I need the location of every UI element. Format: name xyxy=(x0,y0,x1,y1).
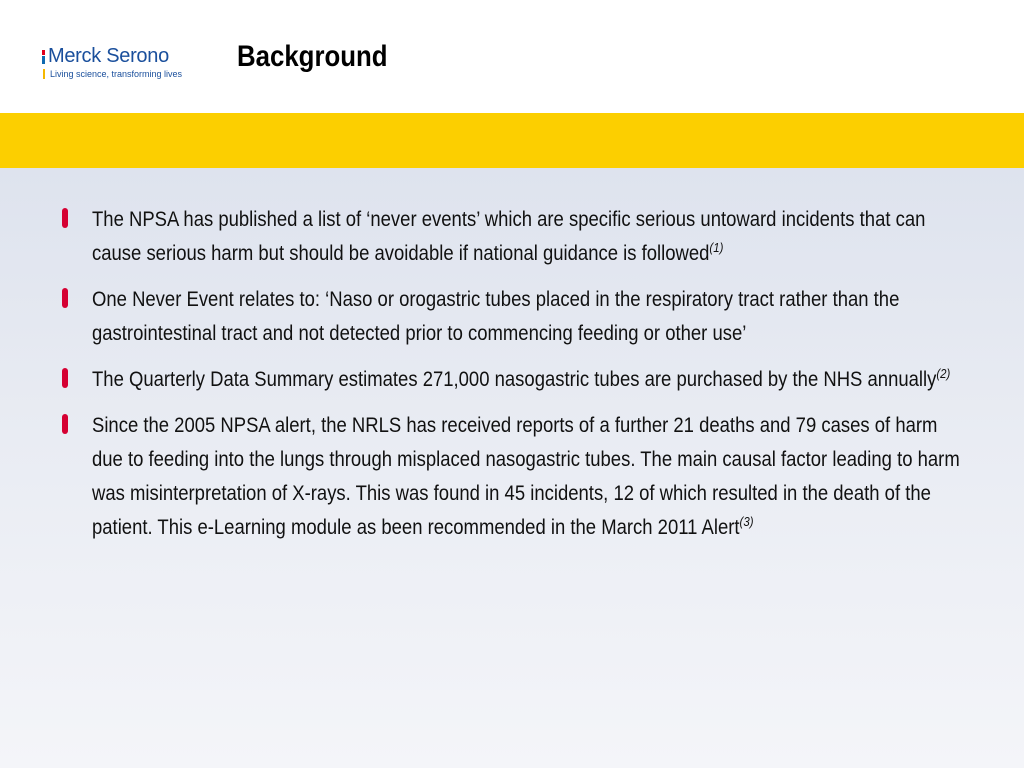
bullet-text: One Never Event relates to: ‘Naso or orogastric tubes placed in the respiratory tract rather than the gastrointestinal tract and not detected prior to commencing feeding or other use’ xyxy=(92,288,900,345)
bullet-text: Since the 2005 NPSA alert, the NRLS has received reports of a further 21 deaths and 79 cases of harm due to feeding into the lungs through misplaced nasogastric tubes. The main causal factor leading to harm was misinterpretation of X-rays. This was found in 45 incidents, 12 of which resulted in the death of the patient. This e-Learning module as been recommended in the March 2011 Alert$^{(3)}$ xyxy=(92,414,960,539)
bullet-marker-icon xyxy=(62,208,68,228)
bullet-text: The NPSA has published a list of ‘never events’ which are specific serious untoward incidents that can cause serious harm but should be avoidable if national guidance is followed$^{(1)}$ xyxy=(92,208,926,265)
slide-title: Background xyxy=(237,40,388,73)
bullet-marker-icon xyxy=(62,288,68,308)
bullet-item xyxy=(62,363,967,397)
logo-tagline: Living science, transforming lives xyxy=(43,69,182,79)
bullet-item xyxy=(62,203,967,271)
bullet-list xyxy=(62,203,967,557)
bullet-item xyxy=(62,283,967,351)
merck-serono-logo xyxy=(40,44,200,84)
bullet-item xyxy=(62,409,967,545)
reference-marker: (3) xyxy=(739,514,754,529)
yellow-band xyxy=(0,113,1024,168)
reference-marker: (1) xyxy=(709,240,724,255)
bullet-marker-icon xyxy=(62,368,68,388)
slide-header xyxy=(0,0,1024,113)
bullet-marker-icon xyxy=(62,414,68,434)
reference-marker: (2) xyxy=(936,366,951,381)
corner-swoosh-decoration xyxy=(916,560,1024,768)
logo-mark-icon xyxy=(42,50,45,64)
bullet-text: The Quarterly Data Summary estimates 271,000 nasogastric tubes are purchased by the NHS annually$^{(2)}$ xyxy=(92,366,951,391)
logo-name: Merck Serono xyxy=(48,45,169,67)
